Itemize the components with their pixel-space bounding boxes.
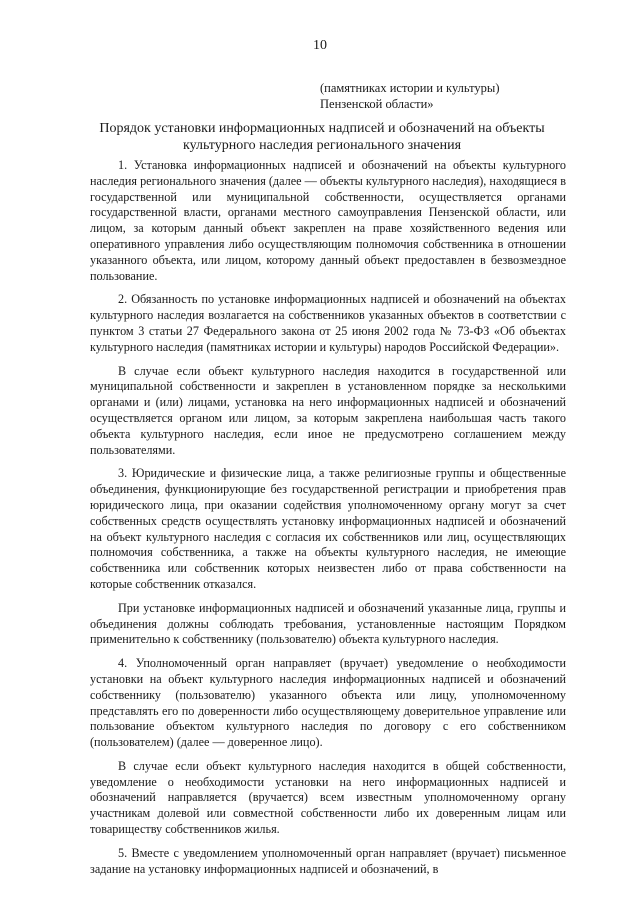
paragraph-7: В случае если объект культурного наследия находится в общей собственности, уведомление о необходимости установки на него информационных надписей и обозначений направляется (вручается) всем известным уполномоченному органу участникам долевой или совместной собственности либо их доверенным лицам или товариществу собственников жилья. <box>90 758 566 837</box>
document-title: Порядок установки информационных надписей и обозначений на объекты культурного наследия регионального значения <box>99 121 545 153</box>
header-note <box>320 80 580 112</box>
header-note-line-2: Пензенской области» <box>320 97 434 111</box>
paragraph-6: 4. Уполномоченный орган направляет (вручает) уведомление о необходимости установки на объект культурного наследия информационных надписей и обозначений собственнику (пользователю) указанного объекта или лицу, уполномоченному представлять его по доверенности либо осуществляющему доверительное управление или пользование объектом культурного наследия по договору с его собственником (пользователем) (далее — доверенное лицо). <box>90 656 566 750</box>
paragraph-2: 2. Обязанность по установке информационных надписей и обозначений на объектах культурного наследия возлагается на собственников указанных объектов в соответствии с пунктом 3 статьи 27 Федерального закона от 25 июня 2002 года № 73-ФЗ «Об объектах культурного наследия (памятниках истории и культуры) народов Российской Федерации». <box>90 292 566 354</box>
paragraph-5: При установке информационных надписей и обозначений указанные лица, группы и объединения должны соблюдать требования, установленные настоящим Порядком применительно к собственнику (пользователю) объекта культурного наследия. <box>90 600 566 647</box>
paragraph-4: 3. Юридические и физические лица, а также религиозные группы и общественные объединения, функционирующие без государственной регистрации и приобретения прав юридического лица, при оказании содействия уполномоченному органу могут за счет собственных средств осуществлять установку информационных надписей и обозначений на объект культурного наследия с согласия их собственников или лиц, осуществляющих полномочия собственника, а также на объекты культурного наследия, не имеющие собственника или собственник которых неизвестен либо от права собственности на которые собственник отказался. <box>90 466 566 591</box>
paragraph-3: В случае если объект культурного наследия находится в государственной или муниципальной собственности и закреплен в установленном порядке за несколькими органами и (или) лицами, установка на него информационных надписей и обозначений осуществляется органом или лицом, за которым закреплена наибольшая часть такого объекта культурного наследия, если иное не предусмотрено соглашением между пользователями. <box>90 363 566 457</box>
paragraph-8: 5. Вместе с уведомлением уполномоченный орган направляет (вручает) письменное задание на установку информационных надписей и обозначений, в <box>90 845 566 876</box>
header-note-line-1: (памятниках истории и культуры) <box>320 81 500 95</box>
page-number: 10 <box>313 38 327 53</box>
document-body <box>90 158 566 885</box>
paragraph-1: 1. Установка информационных надписей и обозначений на объекты культурного наследия регионального значения (далее — объекты культурного наследия), находящиеся в государственной или муниципальной собственности, осуществляется органами государственной власти, органами местного самоуправления Пензенской области, или лицом, за которым данный объект закреплен на праве хозяйственного ведения или оперативного управления либо осуществляющим полномочия собственника в отношении указанного объекта, или лицом, которому данный объект предоставлен в безвозмездное пользование. <box>90 158 566 283</box>
